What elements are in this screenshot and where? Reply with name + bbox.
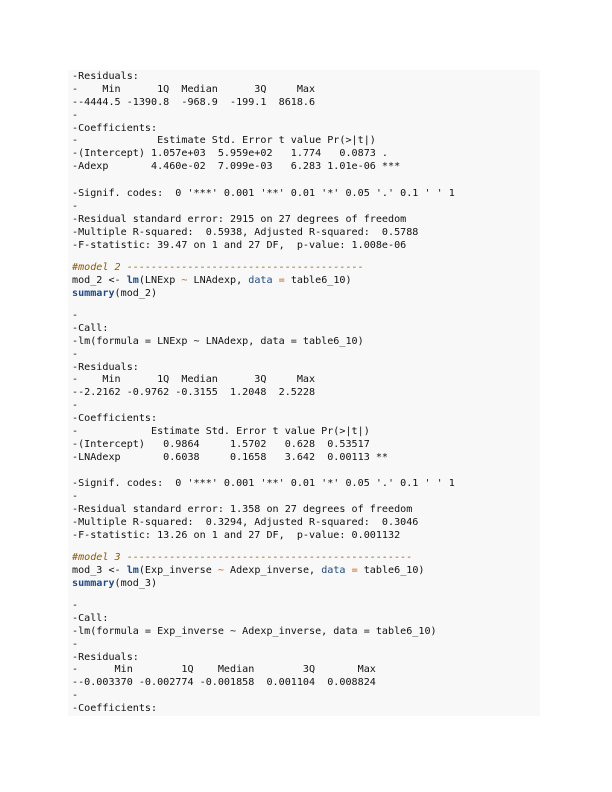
code-function-summary: summary	[72, 577, 115, 589]
output-line: -	[72, 490, 79, 502]
code-assign-target: mod_2	[72, 274, 103, 286]
output-line: - Min 1Q Median 3Q Max	[72, 83, 316, 95]
output-line: -Residual standard error: 1.358 on 27 degrees of freedom	[72, 503, 413, 515]
output-line: -	[72, 600, 79, 611]
r-output-panel	[68, 70, 540, 716]
code-assign-target: mod_3	[72, 564, 103, 576]
code-assign-op: <-	[102, 274, 127, 286]
code-comment-line	[72, 262, 364, 275]
code-data-value: table6_10)	[290, 274, 352, 286]
output-line: -	[72, 690, 79, 702]
output-line: -Signif. codes: 0 '***' 0.001 '**' 0.01 '*' 0.05 '.' 0.1 ' ' 1	[72, 188, 455, 199]
output-line: -Adexp 4.460e-02 7.099e-03 6.283 1.01e-06 ***	[72, 161, 401, 173]
output-line: -	[72, 348, 79, 360]
code-comment: #model 3 -----------------------------------------------	[72, 552, 413, 563]
output-line: -lm(formula = Exp_inverse ~ Adexp_inverse, data = table6_10)	[72, 625, 437, 637]
code-comment-line	[72, 552, 425, 565]
output-line: -Residuals:	[72, 71, 139, 82]
output-line: -Call:	[72, 612, 109, 624]
code-tilde: ~	[217, 564, 224, 576]
code-function-summary: summary	[72, 287, 115, 299]
output-line: -Multiple R-squared: 0.3294, Adjusted R-squared: 0.3046	[72, 516, 419, 528]
code-formula-lhs: (Exp_inverse	[138, 564, 218, 576]
output-line: -Residuals:	[72, 651, 139, 663]
code-equals: =	[272, 274, 291, 286]
code-formula-rhs: LNAdexp,	[187, 274, 249, 286]
code-comment: #model 2 ---------------------------------------	[72, 262, 364, 273]
output-line: - Min 1Q Median 3Q Max	[72, 664, 376, 676]
model3-summary-output	[72, 600, 437, 716]
code-equals: =	[345, 564, 364, 576]
output-line: -lm(formula = LNExp ~ LNAdexp, data = table6_10)	[72, 335, 364, 347]
output-line: - Estimate Std. Error t value Pr(>|t|)	[72, 135, 376, 147]
code-data-keyword: data	[248, 274, 273, 286]
code-data-value: table6_10)	[363, 564, 425, 576]
code-tilde: ~	[181, 274, 188, 286]
output-line: -Multiple R-squared: 0.5938, Adjusted R-squared: 0.5788	[72, 226, 419, 238]
code-formula-lhs: (LNExp	[138, 274, 182, 286]
output-line: --0.003370 -0.002774 -0.001858 0.001104 0.008824	[72, 677, 376, 689]
model3-code	[72, 552, 425, 591]
code-function-lm: lm	[126, 274, 139, 286]
output-line: - Min 1Q Median 3Q Max	[72, 374, 316, 386]
model2-fit-statistics	[72, 478, 455, 542]
output-line: -Signif. codes: 0 '***' 0.001 '**' 0.01 '*' 0.05 '.' 0.1 ' ' 1	[72, 478, 455, 489]
code-assign-line	[72, 275, 364, 288]
output-line: -Coefficients:	[72, 413, 158, 425]
output-line: -Call:	[72, 322, 109, 334]
model2-code	[72, 262, 364, 301]
output-line: -Coefficients:	[72, 122, 158, 134]
output-line: -	[72, 109, 79, 121]
output-line: -(Intercept) 1.057e+03 5.959e+02 1.774 0.0873 .	[72, 148, 389, 160]
output-line: -	[72, 400, 79, 412]
code-function-lm: lm	[126, 564, 139, 576]
code-summary-line	[72, 578, 425, 591]
output-line: -	[72, 638, 79, 650]
output-line: -	[72, 200, 79, 212]
code-assign-op: <-	[102, 564, 127, 576]
output-line: -LNAdexp 0.6038 0.1658 3.642 0.00113 **	[72, 451, 389, 463]
model1-fit-statistics	[72, 188, 455, 252]
output-line: -Residual standard error: 2915 on 27 degrees of freedom	[72, 213, 407, 225]
model2-summary-output	[72, 310, 388, 465]
code-assign-line	[72, 565, 425, 578]
output-line: -Coefficients:	[72, 703, 158, 715]
output-line: -Residuals:	[72, 361, 139, 373]
code-summary-arg: (mod_2)	[114, 287, 158, 299]
output-line: -F-statistic: 39.47 on 1 and 27 DF, p-value: 1.008e-06	[72, 239, 407, 251]
output-line: --2.2162 -0.9762 -0.3155 1.2048 2.5228	[72, 387, 316, 399]
output-line: --4444.5 -1390.8 -968.9 -199.1 8618.6	[72, 96, 316, 108]
model1-summary-output	[72, 71, 400, 174]
output-line: -(Intercept) 0.9864 1.5702 0.628 0.53517	[72, 438, 370, 450]
output-line: -	[72, 310, 79, 321]
output-line: - Estimate Std. Error t value Pr(>|t|)	[72, 426, 370, 438]
code-summary-arg: (mod_3)	[114, 577, 158, 589]
code-summary-line	[72, 288, 364, 301]
output-line: -F-statistic: 13.26 on 1 and 27 DF, p-value: 0.001132	[72, 529, 401, 541]
code-formula-rhs: Adexp_inverse,	[223, 564, 322, 576]
code-data-keyword: data	[321, 564, 346, 576]
